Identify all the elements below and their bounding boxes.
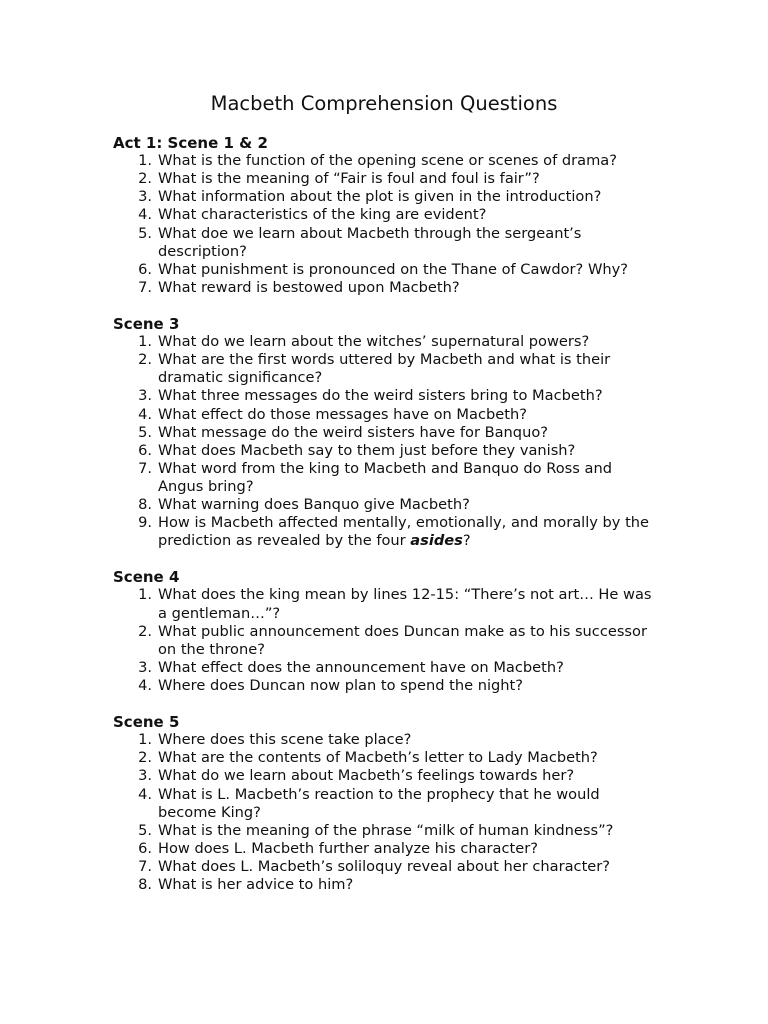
item-number: 3. xyxy=(138,658,152,676)
question-text: What effect do those messages have on Macbeth? xyxy=(158,405,527,423)
list-item xyxy=(113,170,658,188)
section-scene3 xyxy=(113,315,768,550)
question-text: What does the king mean by lines 12-15: “There’s not art… He was a gentleman…”? xyxy=(158,586,652,622)
question-text: What do we learn about the witches’ supernatural powers? xyxy=(158,333,590,351)
question-list xyxy=(113,731,768,894)
list-item xyxy=(113,876,658,894)
item-number: 2. xyxy=(138,622,152,640)
list-item xyxy=(113,333,658,351)
section-act1-scene1-2 xyxy=(113,134,768,297)
question-text: Where does Duncan now plan to spend the night? xyxy=(158,676,524,694)
question-list xyxy=(113,586,768,695)
question-text: How is Macbeth affected mentally, emotionally, and morally by the prediction as revealed by the four xyxy=(158,514,650,550)
question-text: What are the contents of Macbeth’s letter to Lady Macbeth? xyxy=(158,749,598,767)
question-text: What is the meaning of the phrase “milk of human kindness”? xyxy=(158,821,614,839)
question-list xyxy=(113,333,768,550)
list-item xyxy=(113,786,658,822)
item-number: 2. xyxy=(138,351,152,369)
list-item xyxy=(113,623,658,659)
list-item xyxy=(113,152,658,170)
question-text: What do we learn about Macbeth’s feelings towards her? xyxy=(158,767,575,785)
emphasis-word: asides xyxy=(410,532,463,550)
section-heading: Scene 5 xyxy=(113,713,180,732)
section-heading: Scene 4 xyxy=(113,568,180,587)
item-number: 3. xyxy=(138,767,152,785)
question-text: What is the meaning of “Fair is foul and foul is fair”? xyxy=(158,170,540,188)
item-number: 4. xyxy=(138,785,152,803)
item-number: 4. xyxy=(138,405,152,423)
question-text: What is the function of the opening scene or scenes of drama? xyxy=(158,152,617,170)
item-number: 6. xyxy=(138,260,152,278)
question-text: What is L. Macbeth’s reaction to the prophecy that he would become King? xyxy=(158,785,600,821)
list-item xyxy=(113,514,658,550)
question-text: What punishment is pronounced on the Thane of Cawdor? Why? xyxy=(158,260,628,278)
section-heading: Act 1: Scene 1 & 2 xyxy=(113,134,268,152)
section-scene4 xyxy=(113,568,768,695)
item-number: 1. xyxy=(138,586,152,604)
item-number: 1. xyxy=(138,333,152,351)
question-list xyxy=(113,152,768,297)
list-item xyxy=(113,442,658,460)
item-number: 7. xyxy=(138,459,152,477)
page-title: Macbeth Comprehension Questions xyxy=(210,92,558,115)
item-number: 7. xyxy=(138,857,152,875)
list-item xyxy=(113,460,658,496)
item-number: 1. xyxy=(138,152,152,170)
question-text: What effect does the announcement have on Macbeth? xyxy=(158,658,564,676)
section-scene5 xyxy=(113,713,768,894)
question-text: What word from the king to Macbeth and Banquo do Ross and Angus bring? xyxy=(158,459,612,495)
question-text: What information about the plot is given in the introduction? xyxy=(158,188,602,206)
question-text: What message do the weird sisters have for Banquo? xyxy=(158,423,548,441)
question-text: What three messages do the weird sisters bring to Macbeth? xyxy=(158,387,603,405)
list-item xyxy=(113,858,658,876)
question-text: What doe we learn about Macbeth through the sergeant’s description? xyxy=(158,224,582,260)
item-number: 2. xyxy=(138,749,152,767)
item-number: 3. xyxy=(138,188,152,206)
question-text: What characteristics of the king are evident? xyxy=(158,206,487,224)
list-item xyxy=(113,387,658,405)
question-text: Where does this scene take place? xyxy=(158,731,412,749)
question-text: What are the first words uttered by Macbeth and what is their dramatic significance? xyxy=(158,351,611,387)
item-number: 4. xyxy=(138,676,152,694)
item-number: 5. xyxy=(138,224,152,242)
list-item xyxy=(113,677,658,695)
question-text: What does L. Macbeth’s soliloquy reveal about her character? xyxy=(158,857,611,875)
item-number: 5. xyxy=(138,423,152,441)
list-item xyxy=(113,406,658,424)
list-item xyxy=(113,225,658,261)
list-item xyxy=(113,586,658,622)
question-end: ? xyxy=(462,532,471,550)
item-number: 3. xyxy=(138,387,152,405)
list-item xyxy=(113,496,658,514)
list-item xyxy=(113,279,658,297)
list-item xyxy=(113,351,658,387)
item-number: 8. xyxy=(138,496,152,513)
question-text: How does L. Macbeth further analyze his character? xyxy=(158,839,538,857)
list-item xyxy=(113,659,658,677)
list-item xyxy=(113,261,658,279)
list-item xyxy=(113,749,658,767)
item-number: 9. xyxy=(138,514,152,532)
item-number: 7. xyxy=(138,278,152,296)
item-number: 5. xyxy=(138,821,152,839)
question-text: What does Macbeth say to them just before they vanish? xyxy=(158,441,576,459)
section-heading: Scene 3 xyxy=(113,314,180,333)
item-number: 6. xyxy=(138,839,152,857)
list-item xyxy=(113,840,658,858)
item-number: 8. xyxy=(138,876,152,893)
item-number: 2. xyxy=(138,170,152,188)
list-item xyxy=(113,188,658,206)
item-number: 4. xyxy=(138,206,152,224)
question-text: What is her advice to him? xyxy=(158,876,354,893)
question-text: What public announcement does Duncan make as to his successor on the throne? xyxy=(158,622,647,658)
list-item xyxy=(113,424,658,442)
question-text: What reward is bestowed upon Macbeth? xyxy=(158,278,460,296)
list-item xyxy=(113,767,658,785)
list-item xyxy=(113,206,658,224)
question-text: What warning does Banquo give Macbeth? xyxy=(158,496,470,513)
list-item xyxy=(113,822,658,840)
item-number: 1. xyxy=(138,731,152,749)
list-item xyxy=(113,731,658,749)
item-number: 6. xyxy=(138,441,152,459)
